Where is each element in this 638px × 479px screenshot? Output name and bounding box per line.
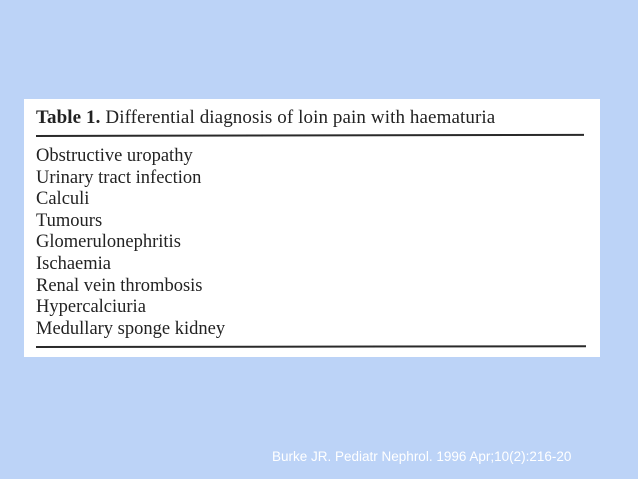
- diagnosis-item: Medullary sponge kidney: [36, 318, 226, 339]
- diagnosis-item: Obstructive uropathy: [36, 146, 193, 166]
- table-bottom-rule: [36, 345, 586, 347]
- diagnosis-item: Renal vein thrombosis: [36, 275, 203, 296]
- diagnosis-item: Ischaemia: [36, 253, 111, 274]
- diagnosis-item: Calculi: [36, 189, 90, 210]
- diagnosis-list: [36, 146, 225, 340]
- diagnosis-item: Tumours: [36, 210, 103, 231]
- diagnosis-item: Glomerulonephritis: [36, 232, 181, 253]
- table-label: Table 1.: [36, 107, 101, 128]
- diagnosis-item: Hypercalciuria: [36, 297, 146, 318]
- table-top-rule: [36, 134, 584, 137]
- table-title: [36, 107, 495, 129]
- table-panel: [24, 99, 600, 357]
- diagnosis-item: Urinary tract infection: [36, 167, 202, 188]
- citation: Burke JR. Pediatr Nephrol. 1996 Apr;10(2):216-20: [272, 449, 572, 464]
- table-caption: Differential diagnosis of loin pain with haematuria: [105, 107, 496, 128]
